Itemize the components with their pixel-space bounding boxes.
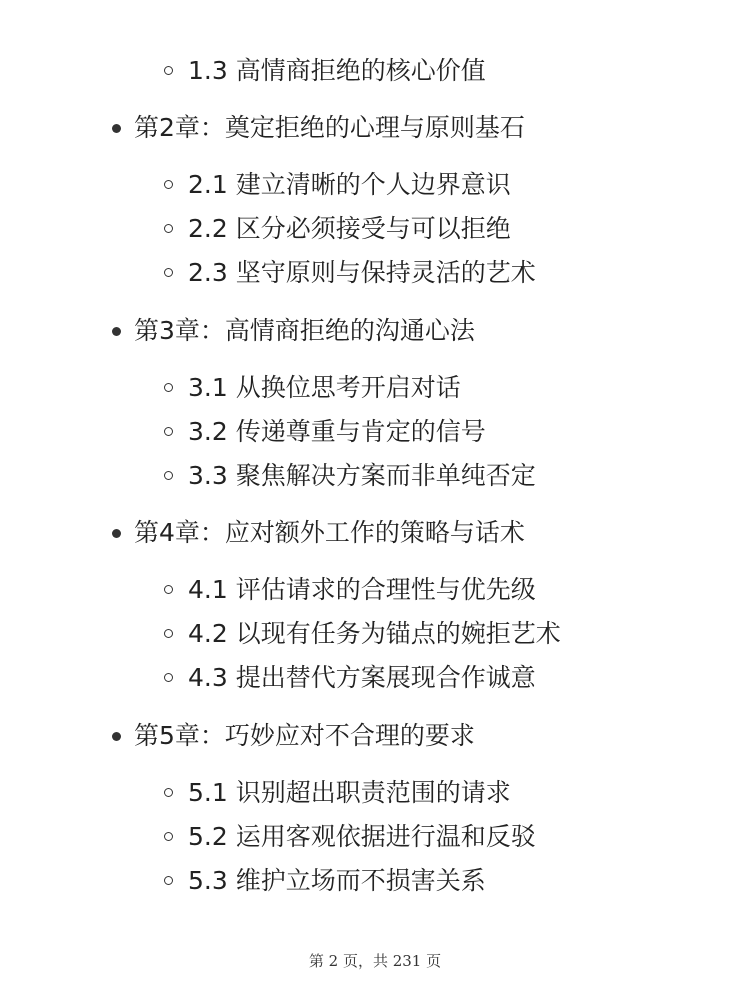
hollow-bullet-icon bbox=[164, 788, 173, 797]
hollow-bullet-icon bbox=[164, 268, 173, 277]
toc-section-item bbox=[188, 368, 461, 408]
toc-section-item bbox=[188, 773, 511, 813]
toc-item-text: 3.2 传递尊重与肯定的信号 bbox=[188, 417, 486, 446]
toc-chapter-item bbox=[134, 513, 525, 553]
toc-item-text: 4.1 评估请求的合理性与优先级 bbox=[188, 575, 536, 604]
toc-section-item bbox=[188, 165, 511, 205]
toc-item-text: 2.1 建立清晰的个人边界意识 bbox=[188, 170, 511, 199]
hollow-bullet-icon bbox=[164, 876, 173, 885]
toc-item-text: 第4章：应对额外工作的策略与话术 bbox=[134, 518, 525, 547]
hollow-bullet-icon bbox=[164, 832, 173, 841]
filled-bullet-icon bbox=[112, 529, 121, 538]
filled-bullet-icon bbox=[112, 327, 121, 336]
toc-chapter-item bbox=[134, 108, 525, 148]
toc-section-item bbox=[188, 456, 536, 496]
hollow-bullet-icon bbox=[164, 585, 173, 594]
toc-item-text: 第2章：奠定拒绝的心理与原则基石 bbox=[134, 113, 525, 142]
filled-bullet-icon bbox=[112, 732, 121, 741]
hollow-bullet-icon bbox=[164, 224, 173, 233]
hollow-bullet-icon bbox=[164, 66, 173, 75]
toc-item-text: 5.3 维护立场而不损害关系 bbox=[188, 866, 486, 895]
toc-item-text: 5.2 运用客观依据进行温和反驳 bbox=[188, 822, 536, 851]
hollow-bullet-icon bbox=[164, 673, 173, 682]
toc-chapter-item bbox=[134, 311, 475, 351]
toc-item-text: 3.1 从换位思考开启对话 bbox=[188, 373, 461, 402]
toc-item-text: 5.1 识别超出职责范围的请求 bbox=[188, 778, 511, 807]
page-number-footer: 第 2 页，共 231 页 bbox=[308, 952, 442, 970]
toc-section-item bbox=[188, 209, 511, 249]
toc-section-item bbox=[188, 614, 561, 654]
toc-section-item bbox=[188, 817, 536, 857]
hollow-bullet-icon bbox=[164, 180, 173, 189]
toc-item-text: 第5章：巧妙应对不合理的要求 bbox=[134, 721, 475, 750]
toc-section-item bbox=[188, 253, 536, 293]
toc-section-item bbox=[188, 861, 486, 901]
hollow-bullet-icon bbox=[164, 471, 173, 480]
toc-section-item bbox=[188, 658, 536, 698]
toc-chapter-item bbox=[134, 716, 475, 756]
hollow-bullet-icon bbox=[164, 383, 173, 392]
toc-section-item bbox=[188, 412, 486, 452]
toc-item-text: 4.2 以现有任务为锚点的婉拒艺术 bbox=[188, 619, 561, 648]
toc-item-text: 4.3 提出替代方案展现合作诚意 bbox=[188, 663, 536, 692]
toc-item-text: 3.3 聚焦解决方案而非单纯否定 bbox=[188, 461, 536, 490]
toc-item-text: 2.2 区分必须接受与可以拒绝 bbox=[188, 214, 511, 243]
toc-item-text: 1.3 高情商拒绝的核心价值 bbox=[188, 56, 486, 85]
toc-section-item bbox=[188, 570, 536, 610]
toc-item-text: 2.3 坚守原则与保持灵活的艺术 bbox=[188, 258, 536, 287]
toc-item-text: 第3章：高情商拒绝的沟通心法 bbox=[134, 316, 475, 345]
hollow-bullet-icon bbox=[164, 629, 173, 638]
toc-section-item bbox=[188, 51, 486, 91]
filled-bullet-icon bbox=[112, 124, 121, 133]
hollow-bullet-icon bbox=[164, 427, 173, 436]
